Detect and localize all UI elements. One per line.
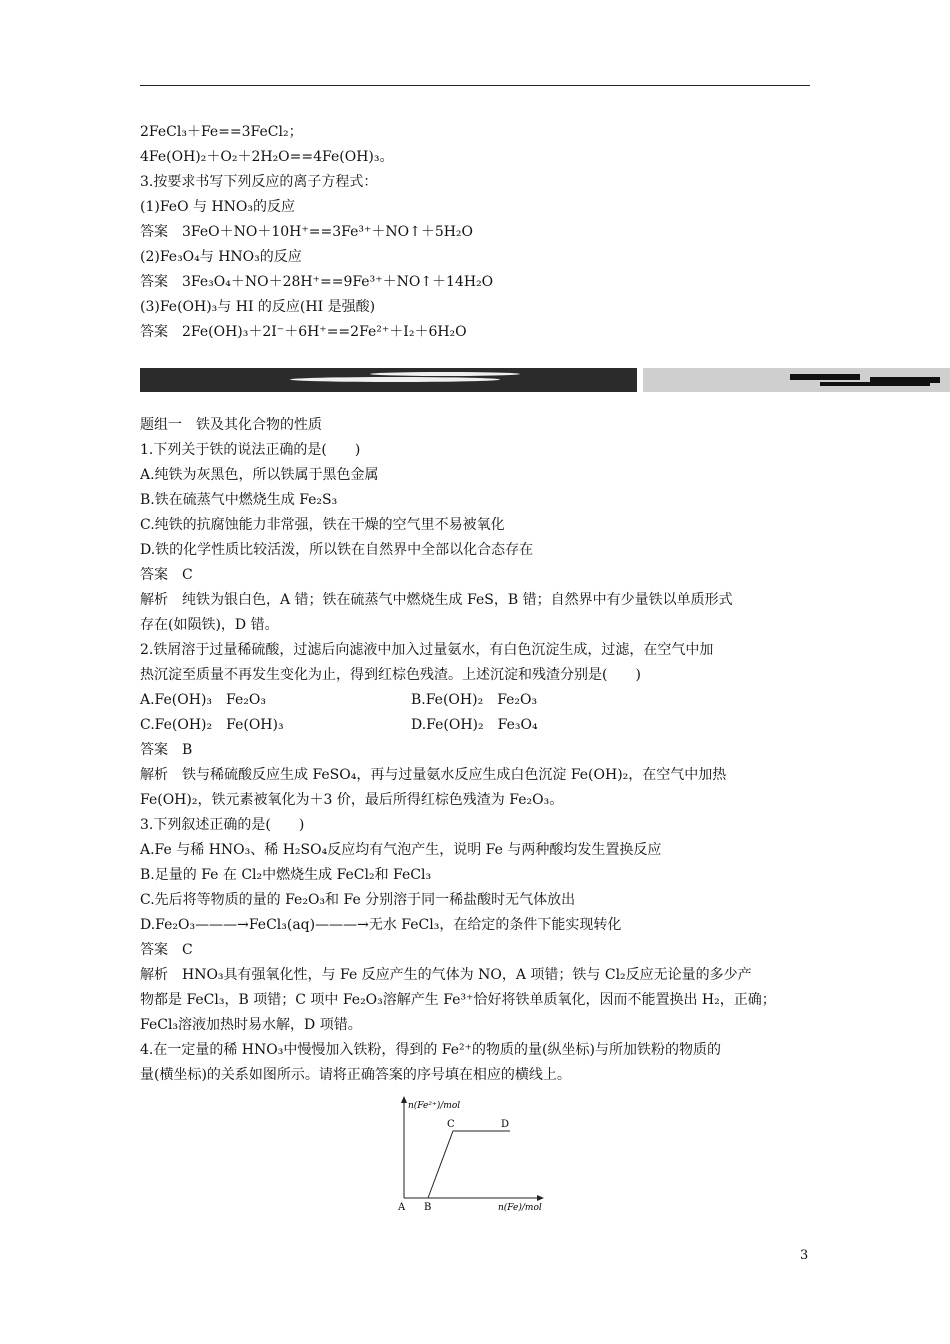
analysis-line: 解析 铁与稀硫酸反应生成 FeSO₄，再与过量氨水反应生成白色沉淀 Fe(OH)₂，在空气中加热 — [140, 767, 727, 783]
answer-line: 答案 C — [140, 567, 193, 583]
x-axis-label: n(Fe)/mol — [498, 1203, 542, 1213]
section-banner — [140, 368, 950, 392]
question-stem: 1.下列关于铁的说法正确的是( ) — [140, 442, 361, 458]
analysis-line: 解析 HNO₃具有强氧化性，与 Fe 反应产生的气体为 NO，A 项错；铁与 Cl₂反应无论量的多少产 — [140, 967, 752, 983]
text-line: 3.按要求书写下列反应的离子方程式： — [140, 174, 378, 190]
question-stem: 4.在一定量的稀 HNO₃中慢慢加入铁粉，得到的 Fe²⁺的物质的量(纵坐标)与所加铁粉的物质的 — [140, 1042, 721, 1058]
text-line: 2FeCl₃＋Fe==3FeCl₂； — [140, 124, 303, 140]
analysis-line: Fe(OH)₂，铁元素被氧化为＋3 价，最后所得红棕色残渣为 Fe₂O₃。 — [140, 792, 564, 808]
point-label-c: C — [447, 1119, 455, 1130]
analysis-line: 解析 纯铁为银白色，A 错；铁在硫蒸气中燃烧生成 FeS，B 错；自然界中有少量铁以单质形式 — [140, 592, 733, 608]
banner-brush-stroke — [370, 372, 520, 376]
option: A.Fe 与稀 HNO₃、稀 H₂SO₄反应均有气泡产生，说明 Fe 与两种酸均发生置换反应 — [140, 842, 662, 858]
point-label-a: A — [398, 1202, 406, 1213]
option-row — [140, 713, 820, 738]
y-axis-label: n(Fe²⁺)/mol — [408, 1101, 461, 1111]
question-stem: 热沉淀至质量不再发生变化为止，得到红棕色残渣。上述沉淀和残渣分别是( ) — [140, 667, 641, 683]
option-row — [140, 688, 820, 713]
question-stem: 3.下列叙述正确的是( ) — [140, 817, 305, 833]
exercise-content — [140, 413, 820, 1088]
answer-line: 答案 3FeO＋NO＋10H⁺==3Fe³⁺＋NO↑＋5H₂O — [140, 224, 474, 240]
option: A.Fe(OH)₃ Fe₂O₃ — [140, 692, 266, 708]
text-line: (3)Fe(OH)₃与 HI 的反应(HI 是强酸) — [140, 299, 376, 315]
answer-line: 答案 2Fe(OH)₃＋2I⁻＋6H⁺==2Fe²⁺＋I₂＋6H₂O — [140, 324, 467, 340]
banner-mark — [820, 382, 930, 386]
analysis-line: 存在(如陨铁)，D 错。 — [140, 617, 279, 633]
curve-bcd — [428, 1131, 510, 1198]
answer-line: 答案 3Fe₃O₄＋NO＋28H⁺==9Fe³⁺＋NO↑＋14H₂O — [140, 274, 494, 290]
top-content — [140, 120, 820, 345]
fe2-amount-graph — [380, 1094, 560, 1214]
text-line: (1)FeO 与 HNO₃的反应 — [140, 199, 295, 215]
answer-line: 答案 C — [140, 942, 193, 958]
option: C.Fe(OH)₂ Fe(OH)₃ — [140, 717, 284, 733]
page-number: 3 — [800, 1248, 809, 1263]
option: A.纯铁为灰黑色，所以铁属于黑色金属 — [140, 467, 379, 483]
x-axis-arrow — [537, 1195, 544, 1201]
option: D.铁的化学性质比较活泼，所以铁在自然界中全部以化合态存在 — [140, 542, 534, 558]
option: B.Fe(OH)₂ Fe₂O₃ — [411, 692, 538, 708]
header-rule — [140, 85, 810, 86]
analysis-line: FeCl₃溶液加热时易水解，D 项错。 — [140, 1017, 362, 1033]
question-stem: 2.铁屑溶于过量稀硫酸，过滤后向滤液中加入过量氨水，有白色沉淀生成，过滤，在空气中加 — [140, 642, 714, 658]
y-axis-arrow — [401, 1096, 407, 1103]
section-title: 题组一 铁及其化合物的性质 — [140, 417, 322, 433]
point-label-b: B — [424, 1202, 432, 1213]
question-stem: 量(横坐标)的关系如图所示。请将正确答案的序号填在相应的横线上。 — [140, 1067, 571, 1083]
option: D.Fe₂O₃———→FeCl₃(aq)———→无水 FeCl₃，在给定的条件下能实现转化 — [140, 917, 622, 933]
answer-line: 答案 B — [140, 742, 193, 758]
option: B.足量的 Fe 在 Cl₂中燃烧生成 FeCl₂和 FeCl₃ — [140, 867, 432, 883]
point-label-d: D — [501, 1119, 510, 1130]
text-line: (2)Fe₃O₄与 HNO₃的反应 — [140, 249, 302, 265]
option: D.Fe(OH)₂ Fe₃O₄ — [411, 717, 538, 733]
analysis-line: 物都是 FeCl₃，B 项错；C 项中 Fe₂O₃溶解产生 Fe³⁺恰好将铁单质氧化，因而不能置换出 H₂，正确； — [140, 992, 776, 1008]
banner-brush-stroke — [290, 377, 500, 382]
text-line: 4Fe(OH)₂＋O₂＋2H₂O==4Fe(OH)₃。 — [140, 149, 394, 165]
option: B.铁在硫蒸气中燃烧生成 Fe₂S₃ — [140, 492, 338, 508]
option: C.纯铁的抗腐蚀能力非常强，铁在干燥的空气里不易被氧化 — [140, 517, 505, 533]
banner-mark — [790, 374, 860, 380]
option: C.先后将等物质的量的 Fe₂O₃和 Fe 分别溶于同一稀盐酸时无气体放出 — [140, 892, 576, 908]
